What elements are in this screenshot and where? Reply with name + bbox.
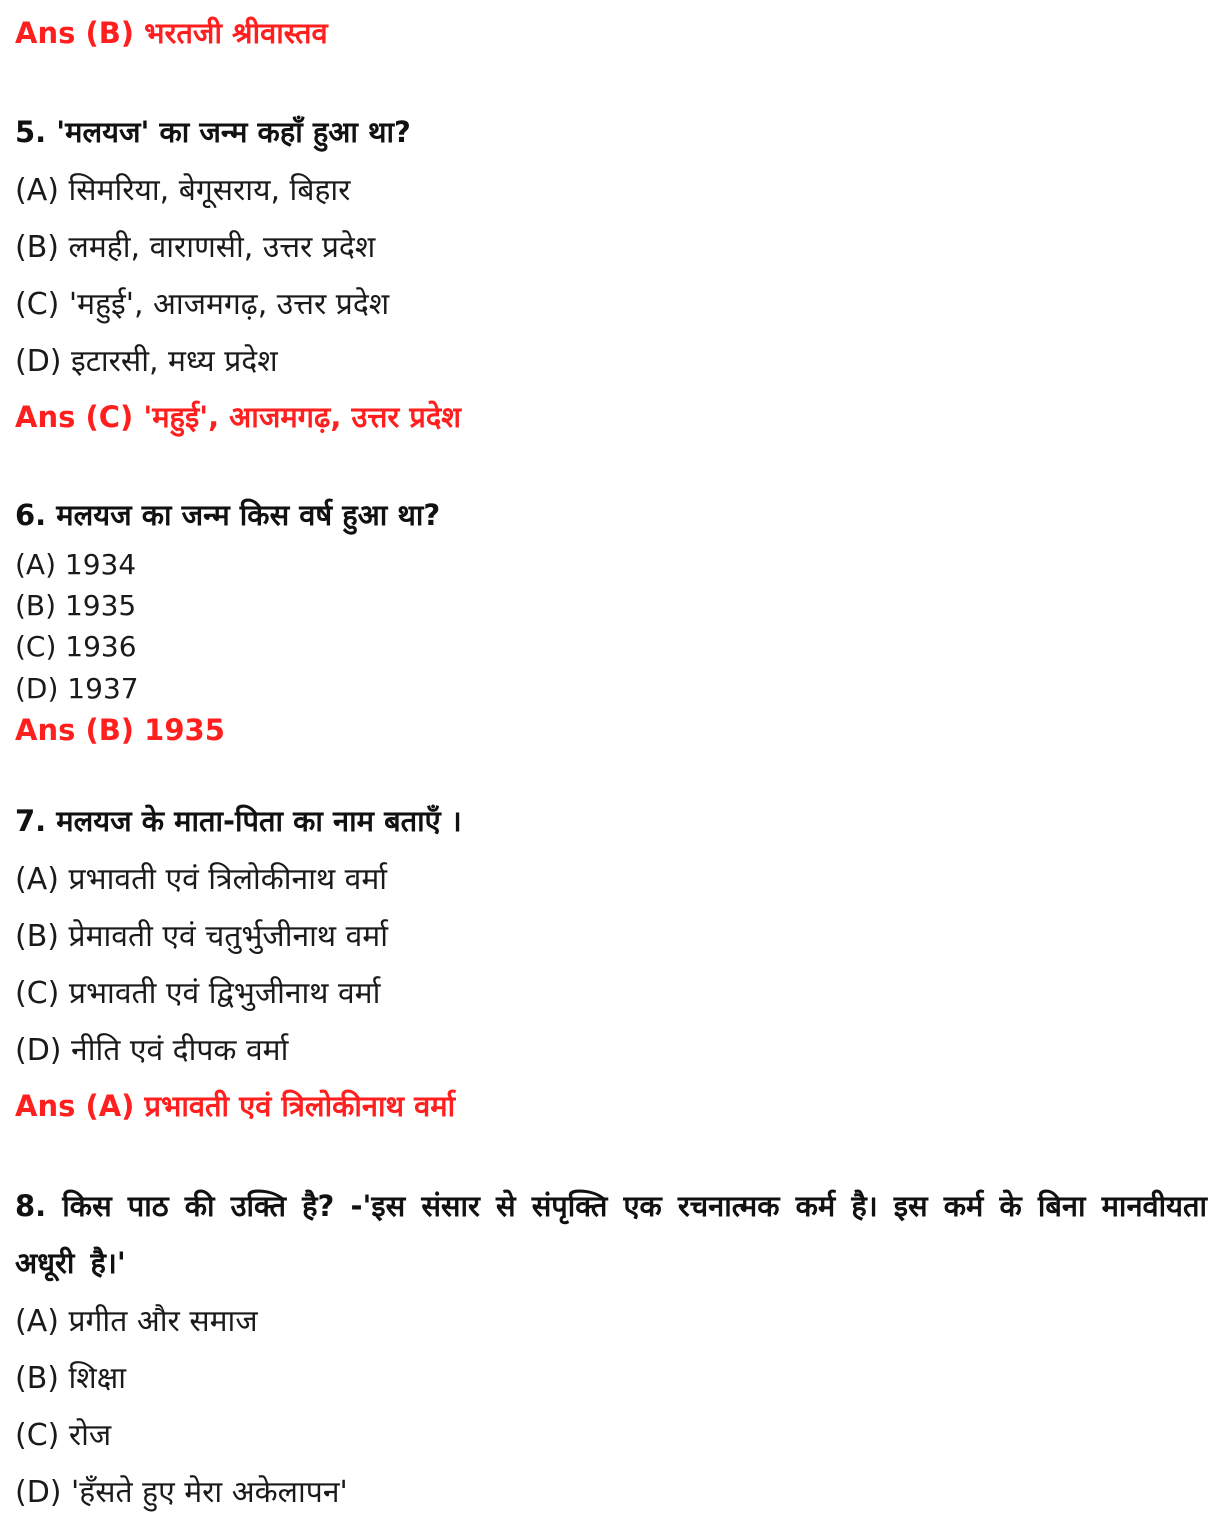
- question-6: 6. मलयज का जन्म किस वर्ष हुआ था?: [15, 498, 441, 532]
- previous-answer: Ans (B) भरतजी श्रीवास्तव: [15, 16, 328, 50]
- q6-option-c: (C) 1936: [15, 630, 137, 663]
- q6-option-a: (A) 1934: [15, 548, 137, 581]
- q7-option-a: (A) प्रभावती एवं त्रिलोकीनाथ वर्मा: [15, 862, 388, 897]
- q5-answer: Ans (C) 'महुई', आजमगढ़, उत्तर प्रदेश: [15, 400, 461, 434]
- q5-option-c: (C) 'महुई', आजमगढ़, उत्तर प्रदेश: [15, 287, 390, 322]
- q7-option-d: (D) नीति एवं दीपक वर्मा: [15, 1033, 289, 1068]
- q5-option-b: (B) लमही, वाराणसी, उत्तर प्रदेश: [15, 230, 376, 265]
- question-5: 5. 'मलयज' का जन्म कहाँ हुआ था?: [15, 115, 411, 149]
- q7-option-c: (C) प्रभावती एवं द्विभुजीनाथ वर्मा: [15, 976, 381, 1011]
- q8-option-b: (B) शिक्षा: [15, 1361, 126, 1396]
- q5-option-d: (D) इटारसी, मध्य प्रदेश: [15, 344, 278, 379]
- q7-option-b: (B) प्रेमावती एवं चतुर्भुजीनाथ वर्मा: [15, 919, 388, 954]
- q6-answer: Ans (B) 1935: [15, 713, 225, 747]
- q6-option-d: (D) 1937: [15, 672, 139, 705]
- q7-answer: Ans (A) प्रभावती एवं त्रिलोकीनाथ वर्मा: [15, 1089, 456, 1123]
- q5-option-a: (A) सिमरिया, बेगूसराय, बिहार: [15, 173, 351, 208]
- q8-option-d: (D) 'हँसते हुए मेरा अकेलापन': [15, 1475, 348, 1510]
- question-8: 8. किस पाठ की उक्ति है? -'इस संसार से संपृक्ति एक रचनात्मक कर्म है। इस कर्म के बिना मानवीयता अधूरी है।': [15, 1189, 1208, 1280]
- q8-option-c: (C) रोज: [15, 1418, 112, 1453]
- q6-option-b: (B) 1935: [15, 589, 137, 622]
- question-7: 7. मलयज के माता-पिता का नाम बताएँ ।: [15, 804, 462, 838]
- q8-option-a: (A) प्रगीत और समाज: [15, 1304, 258, 1339]
